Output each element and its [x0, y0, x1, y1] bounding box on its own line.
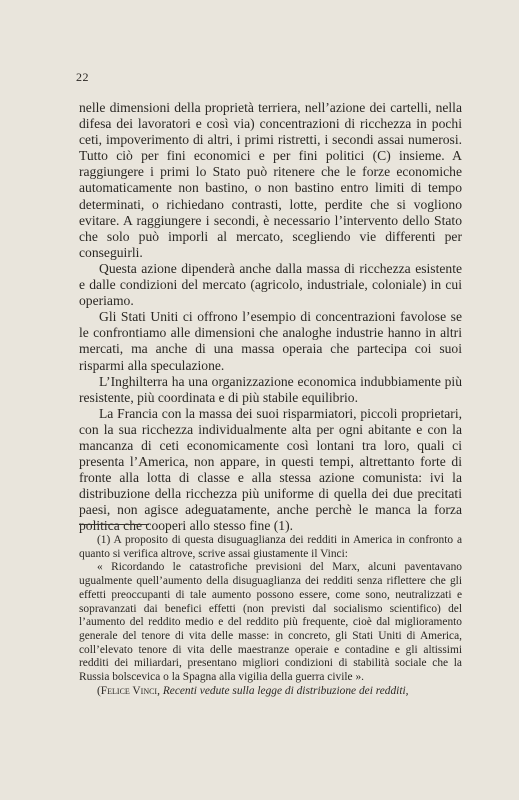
paragraph-france: La Francia con la massa dei suoi risparmiatori, piccoli proprietari, con la sua ricchezza individualmente alta per ogni abitante e con la mancanza di ceti economicamente così lontani tra loro, quali ci presenta l’America, non appare, in questi tempi, altrettanto forte di fronte alla lotta di classe e alla stessa azione comunista: ivi la distribuzione della ricchezza più uniforme di quella dei due precitati paesi, non agisce adeguatamente, anche perchè le manca la forza politica che cooperi allo stesso fine (1). [79, 405, 462, 534]
citation-author: (Felice Vinci, [97, 684, 160, 697]
footnotes [79, 534, 462, 698]
footnote-citation [79, 685, 462, 699]
paragraph-mass-of-wealth: Questa azione dipenderà anche dalla massa di ricchezza esistente e dalle condizioni del mercato (agricolo, industriale, coloniale) in cui operiamo. [79, 260, 462, 309]
paragraph-united-states: Gli Stati Uniti ci offrono l’esempio di concentrazioni favolose se le confrontiamo alle dimensioni che analoghe industrie hanno in altri mercati, ma anche di una massa operaia che partecipa coi suoi risparmi alla speculazione. [79, 309, 462, 373]
paragraph-england: L’Inghilterra ha una organizzazione economica indubbiamente più resistente, più coordinata e di più stabile equilibrio. [79, 373, 462, 405]
footnote-divider [79, 524, 149, 525]
paragraph-continued: nelle dimensioni della proprietà terriera, nell’azione dei cartelli, nella difesa dei lavoratori e così via) concentrazioni di ricchezza in pochi ceti, impoverimento di altri, i primi ristretti, i secondi assai numerosi. Tutto ciò per fini economici e per fini politici (C) insieme. A raggiungere i primi lo Stato può ritenere che le forze economiche automaticamente non bastino, o non bastino entro limiti di tempo determinati, o richiedano contrasti, lotte, perdite che si vogliono evitare. A raggiungere i secondi, è necessario l’intervento dello Stato che solo può imporli al mercato, scegliendo vie differenti per conseguirli. [79, 100, 462, 260]
footnote-1: (1) A proposito di questa disuguaglianza dei redditi in America in confronto a quanto si verifica altrove, scrive assai giustamente il Vinci: [79, 534, 462, 560]
footnote-quote: « Ricordando le catastrofiche previsioni del Marx, alcuni paventavano ugualmente quell’aumento della disuguaglianza dei redditi senza riflettere che gli effetti preoccupanti di tale aumento possono essere, come sono, neutralizzati e sopravanzati dai benefici effetti (non previsti dal socialismo scientifico) del l’aumento del reddito medio e del reddito più frequente, cioè dal miglioramento generale del tenore di vita delle masse: in concreto, gli Stati Uniti di America, coll’elevato tenore di vita delle maestranze operaie e contadine e gli altissimi redditi dei miliardari, presentano migliori condizioni di stabilità sociale che la Russia bolscevica o la Spagna alla vigilia della guerra civile ». [79, 561, 462, 684]
main-text [79, 100, 462, 535]
citation-title: Recenti vedute sulla legge di distribuzione dei redditi, [162, 684, 409, 697]
page-number: 22 [76, 70, 89, 84]
